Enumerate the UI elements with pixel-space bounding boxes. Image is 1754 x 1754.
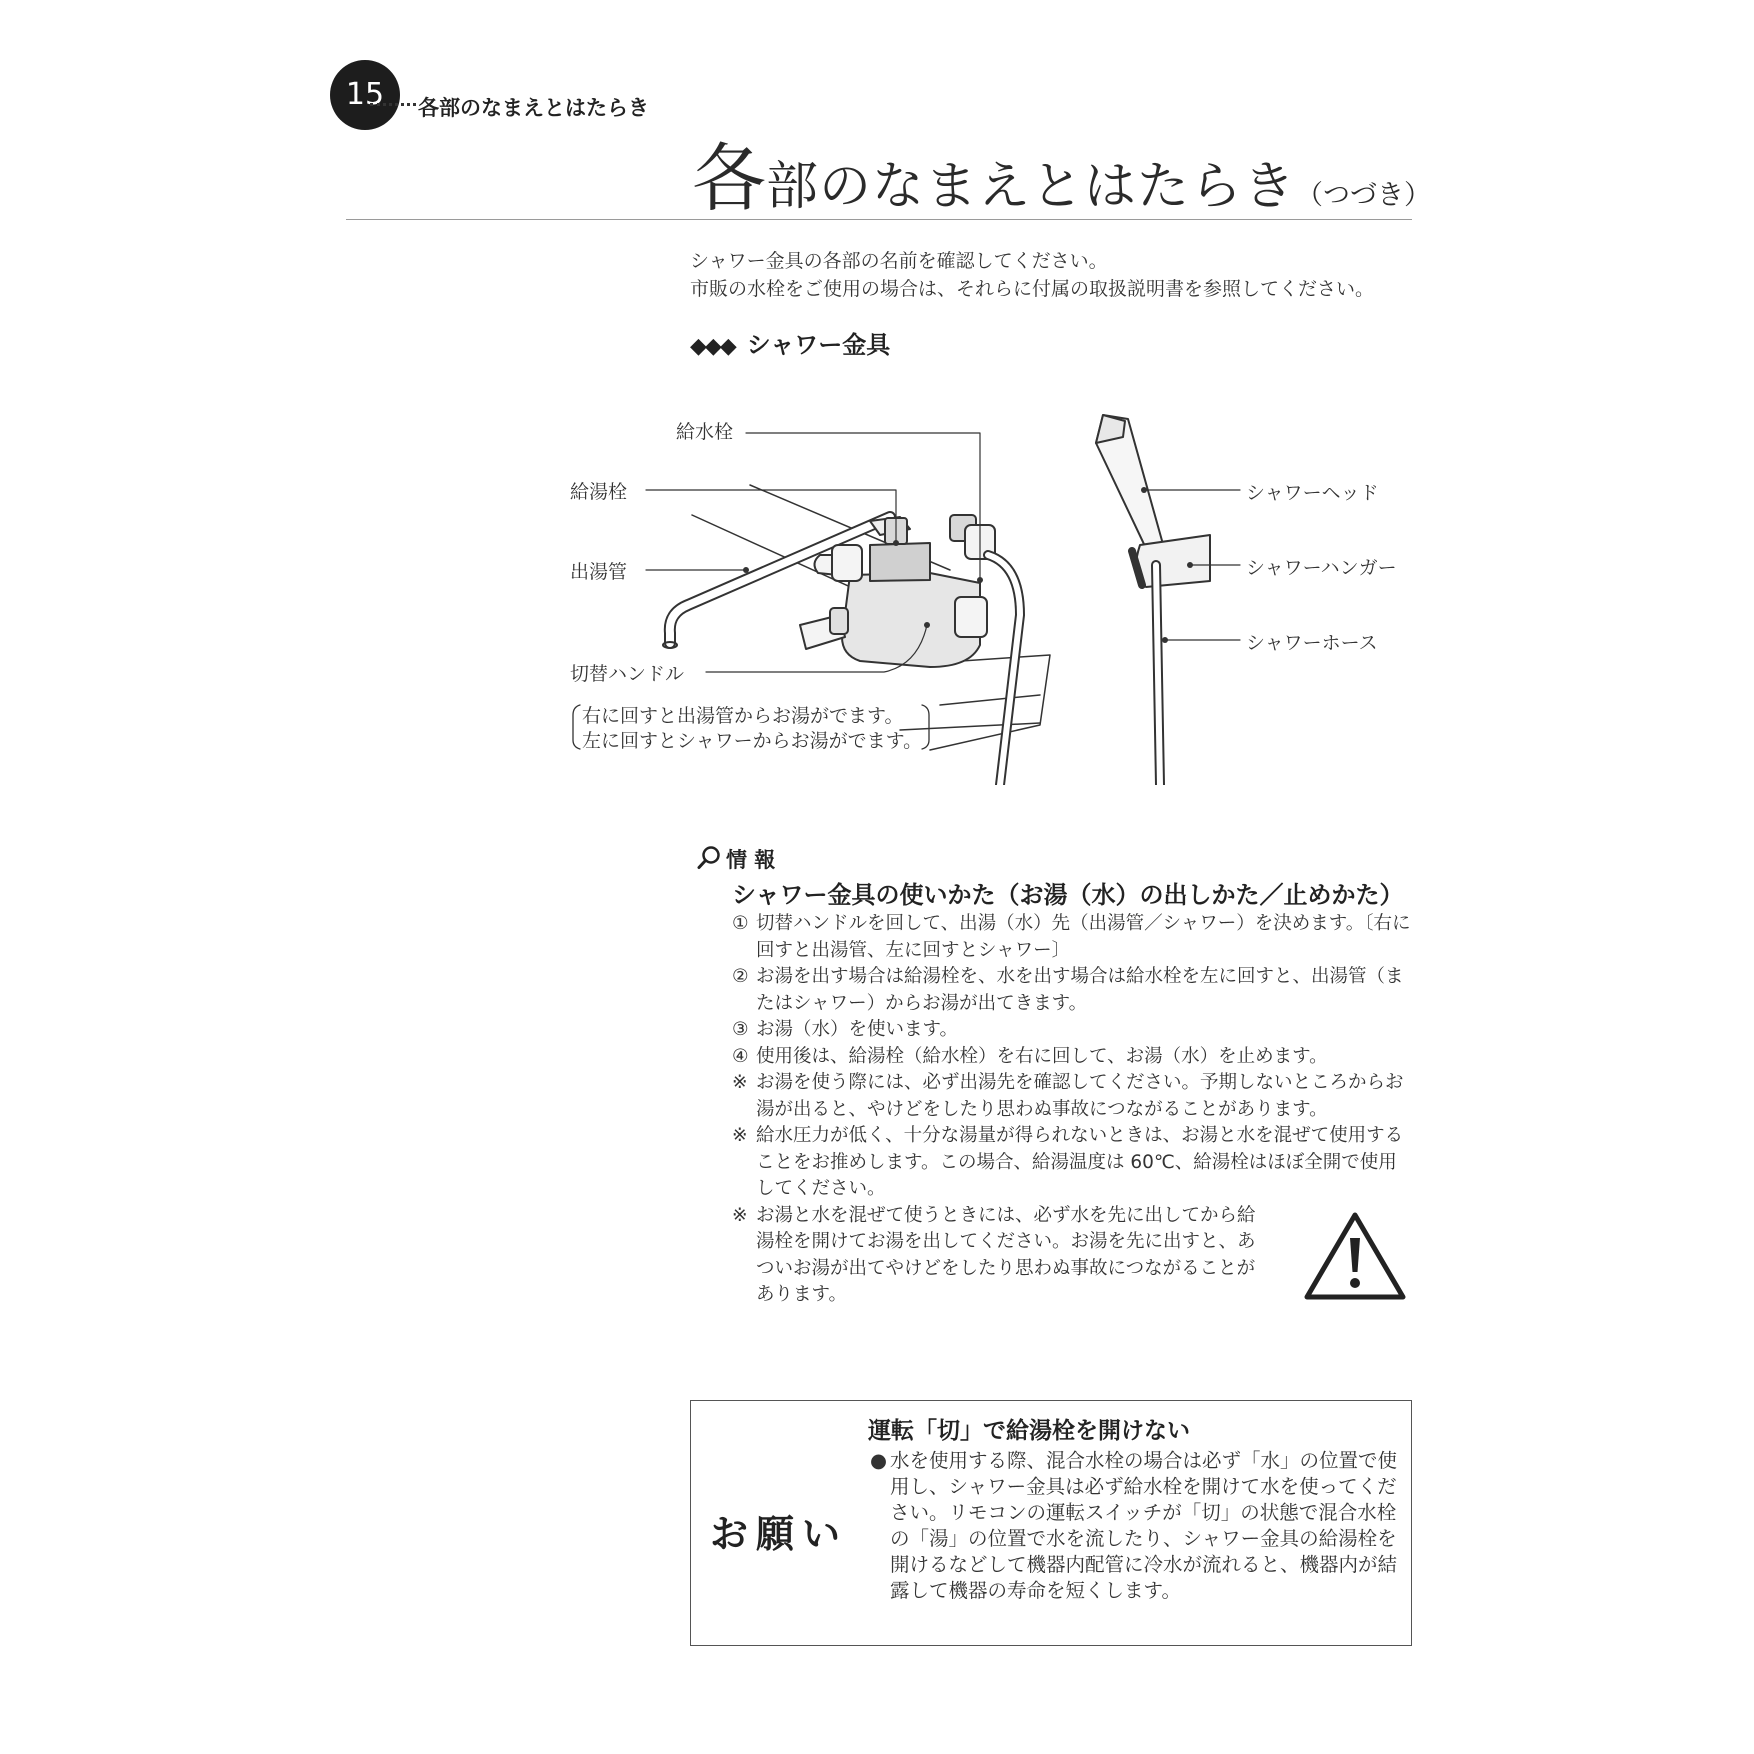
request-label: お願い	[710, 1512, 849, 1556]
step-text: 切替ハンドルを回して、出湯（水）先（出湯管／シャワー）を決めます。〔右に回すと出湯管、左に回すとシャワー〕	[756, 913, 1411, 961]
step-item	[732, 964, 1412, 1017]
label-shower-hose: シャワーホース	[1246, 632, 1378, 654]
label-shower-hanger: シャワーハンガー	[1246, 557, 1397, 579]
step-item	[732, 1017, 1412, 1044]
label-shower-head: シャワーヘッド	[1246, 482, 1379, 504]
label-hot-tap: 給湯栓	[570, 481, 628, 503]
step-number: ①	[732, 913, 749, 934]
page-title	[692, 120, 1431, 226]
step-number: ④	[732, 1045, 749, 1067]
step-number: ③	[732, 1019, 749, 1040]
note-item	[732, 1123, 1412, 1203]
running-header: 各部のなまえとはたらき	[418, 96, 649, 120]
step-text: お湯を出す場合は給湯栓を、水を出す場合は給水栓を左に回すと、出湯管（またはシャワー）からお湯が出てきます。	[756, 966, 1404, 1014]
step-number: ②	[732, 966, 749, 987]
label-cold-tap: 給水栓	[676, 421, 734, 443]
label-spout: 出湯管	[570, 561, 628, 583]
request-body	[870, 1448, 1402, 1604]
info-label	[696, 844, 775, 874]
label-switch-handle: 切替ハンドル	[570, 663, 685, 685]
note-text: お湯と水を混ぜて使うときには、必ず水を先に出してから給湯栓を開けてお湯を出してください。お湯を先に出すと、あついお湯が出てやけどをしたり思わぬ事故につながることがあります。	[756, 1204, 1256, 1305]
note-mark: ※	[732, 1072, 748, 1093]
request-title: 運転「切」で給湯栓を開けない	[868, 1418, 1190, 1444]
info-label-text: 情 報	[726, 848, 776, 872]
label-switch-note-1: 右に回すと出湯管からお湯がでます。	[582, 705, 904, 727]
note-mark: ※	[732, 1204, 748, 1226]
intro-line-1: シャワー金具の各部の名前を確認してください。	[690, 250, 1108, 272]
step-item	[732, 911, 1412, 964]
note-text: 給水圧力が低く、十分な湯量が得られないときは、お湯と水を混ぜて使用することをお推めします。この場合、給湯温度は 60℃、給湯栓はほぼ全開で使用してください。	[756, 1125, 1404, 1199]
note-item	[732, 1070, 1412, 1123]
magnifier-icon	[696, 845, 722, 871]
section-heading	[690, 325, 890, 360]
header-dots	[370, 103, 416, 106]
label-switch-note-2: 左に回すとシャワーからお湯がでます。	[582, 730, 923, 752]
page-number: 15	[345, 77, 385, 112]
note-mark: ※	[732, 1125, 748, 1146]
request-bullet: ●	[870, 1449, 888, 1472]
title-first-char: 各	[692, 136, 766, 222]
step-text: お湯（水）を使います。	[756, 1019, 959, 1040]
step-text: 使用後は、給湯栓（給水栓）を右に回して、お湯（水）を止めます。	[756, 1045, 1328, 1067]
intro-text	[690, 247, 1374, 303]
note-text: お湯を使う際には、必ず出湯先を確認してください。予期しないところからお湯が出ると、やけどをしたり思わぬ事故につながることがあります。	[756, 1072, 1404, 1120]
note-item	[732, 1203, 1272, 1309]
warning-icon	[1302, 1210, 1408, 1306]
step-item	[732, 1044, 1412, 1071]
page-number-badge	[330, 60, 400, 130]
section-heading-text: シャワー金具	[746, 331, 891, 359]
title-suffix: （つづき）	[1296, 180, 1432, 211]
info-title: シャワー金具の使いかた（お湯（水）の出しかた／止めかた）	[732, 881, 1404, 909]
title-rest: 部のなまえとはたらき	[766, 157, 1297, 217]
intro-line-2: 市販の水栓をご使用の場合は、それらに付属の取扱説明書を参照してください。	[690, 278, 1375, 300]
title-rule	[346, 219, 1412, 220]
request-text: 水を使用する際、混合水栓の場合は必ず「水」の位置で使用し、シャワー金具は必ず給水栓を開けて水を使ってください。リモコンの運転スイッチが「切」の状態で混合水栓の「湯」の位置で水を流したり、シャワー金具の給湯栓を開けるなどして機器内配管に冷水が流れると、機器内が結露して機器の寿命を短くします。	[890, 1449, 1398, 1602]
shower-fixture-diagram	[570, 405, 1430, 785]
diamond-bullets: ◆◆◆	[690, 334, 735, 359]
